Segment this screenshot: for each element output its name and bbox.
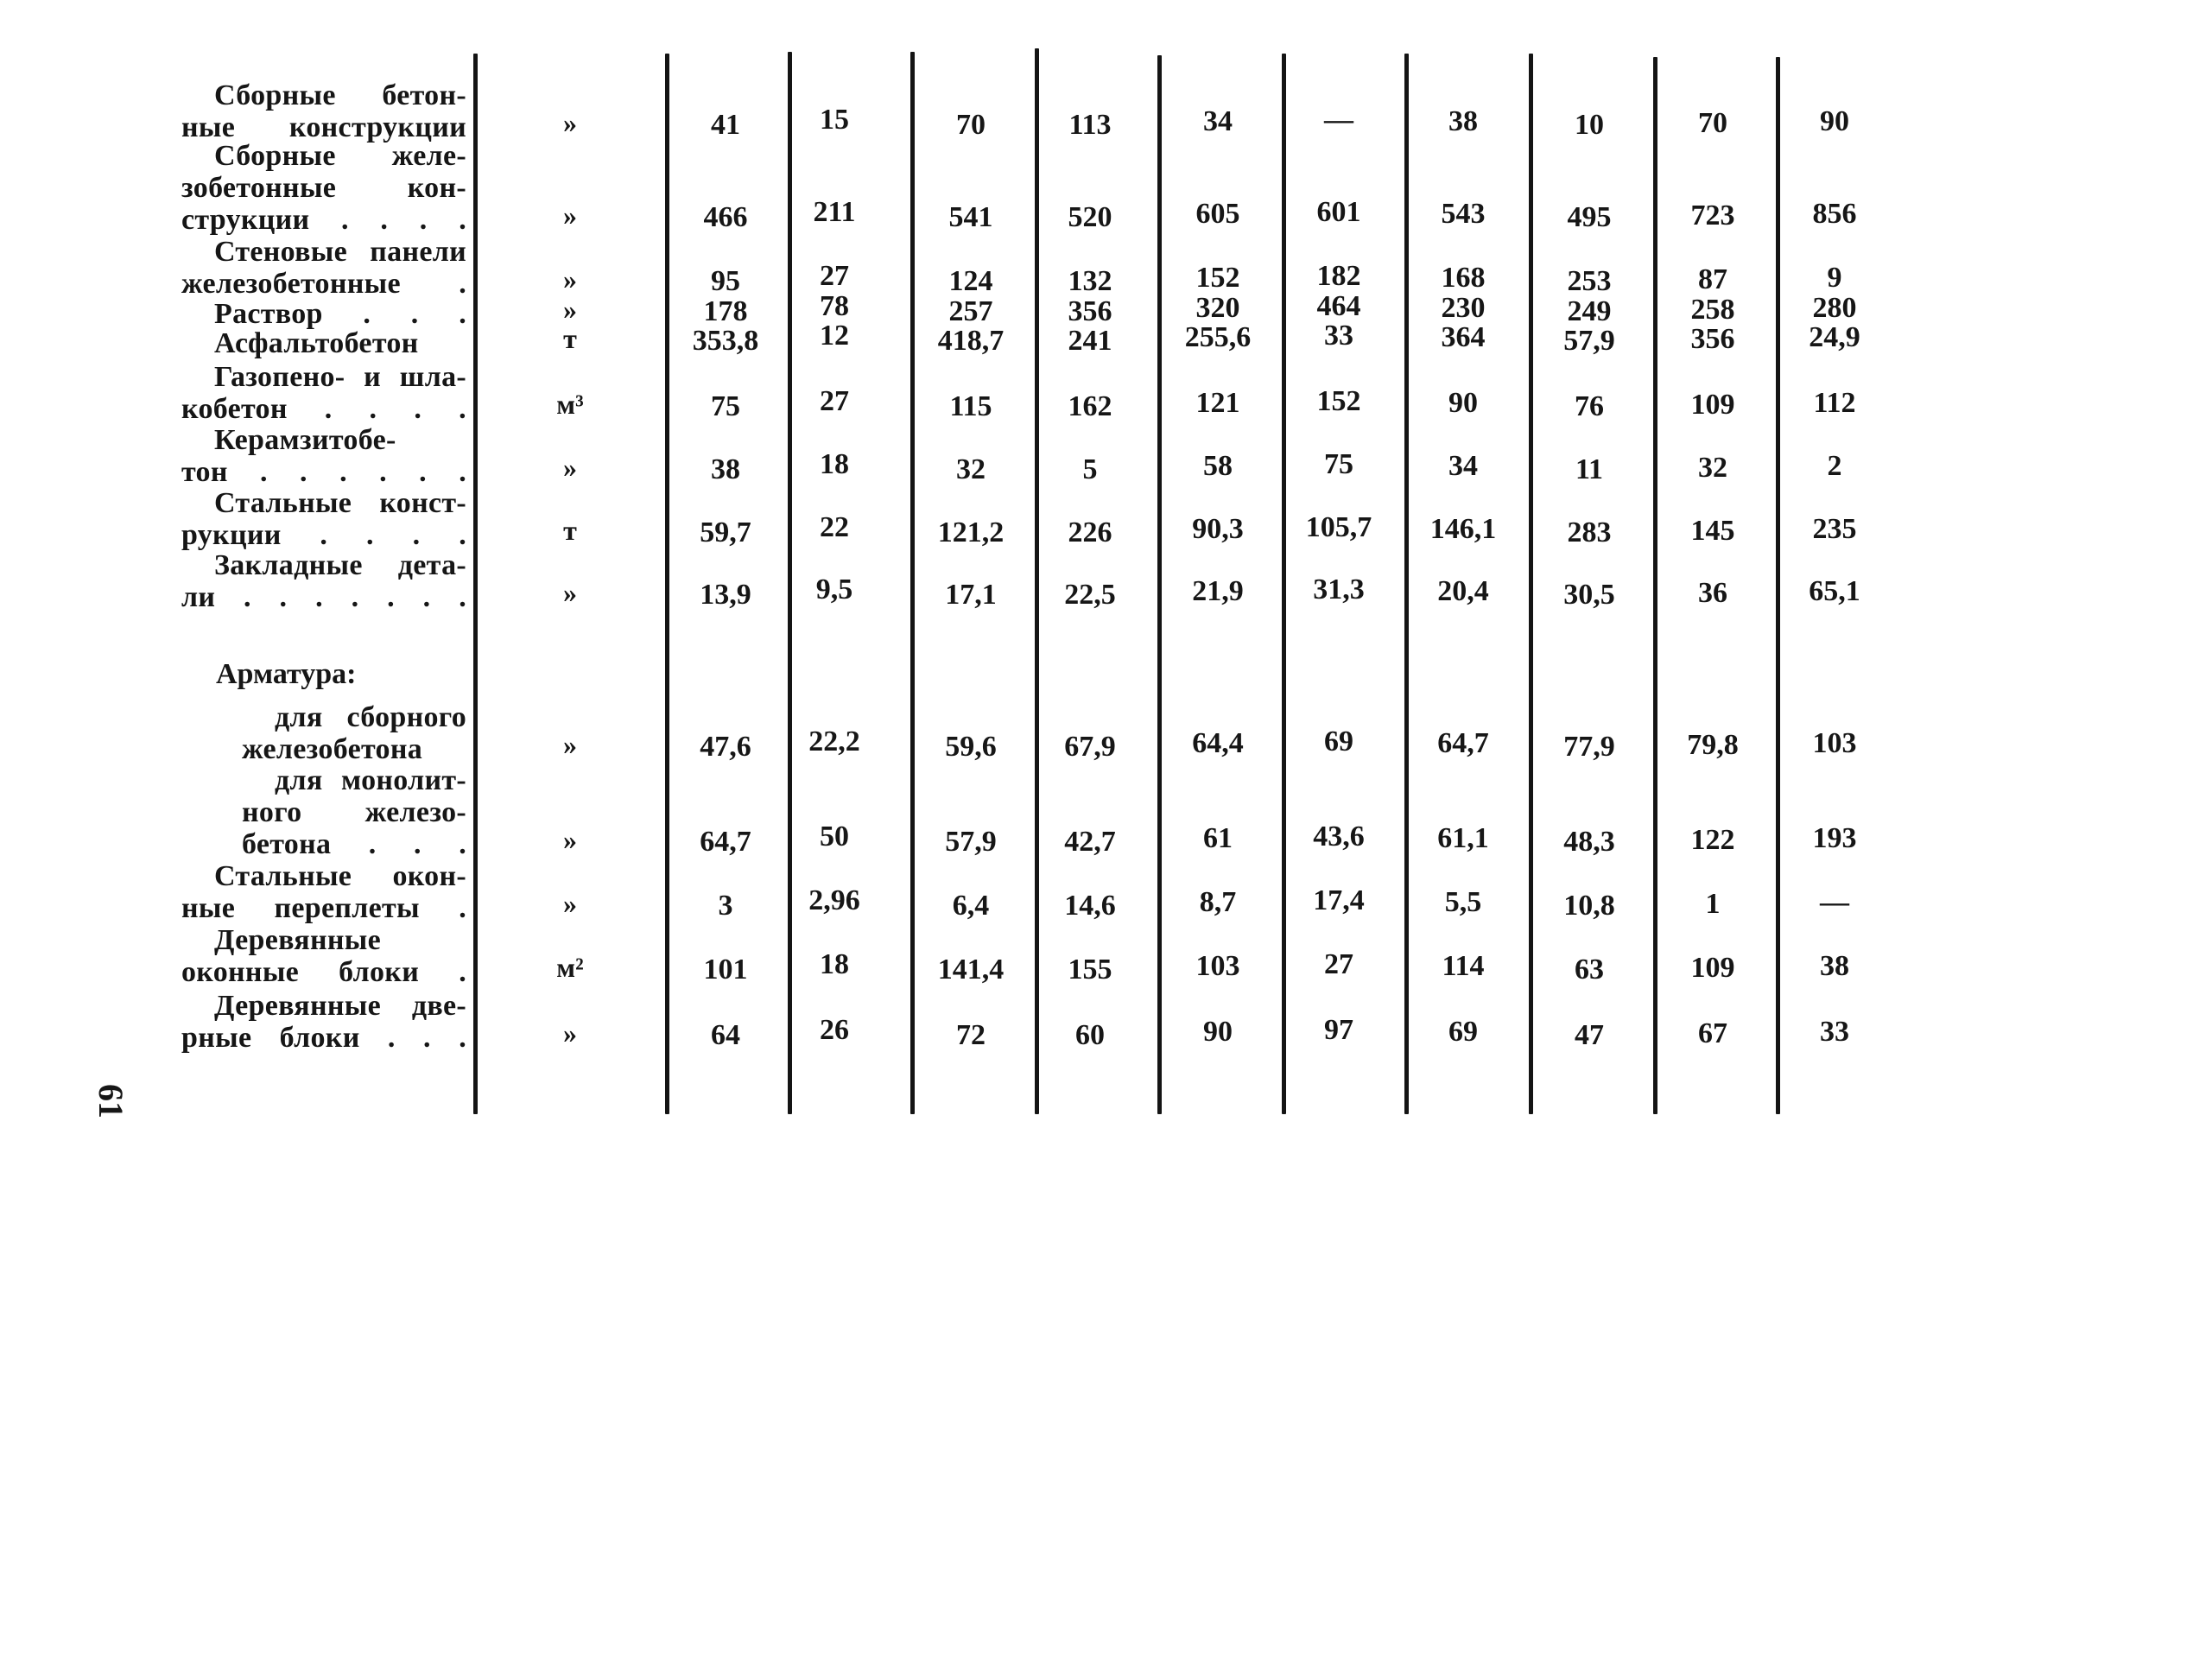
table-cell: 63 — [1575, 954, 1604, 985]
table-cell: 178 — [703, 295, 748, 327]
table-cell: 10,8 — [1563, 890, 1615, 922]
table-cell: 356 — [1690, 323, 1735, 355]
table-cell: 10 — [1575, 109, 1604, 141]
table-cell: 57,9 — [945, 826, 997, 858]
table-cell: 12 — [820, 320, 849, 352]
table-cell: 76 — [1575, 390, 1604, 422]
table-cell: 356 — [1068, 295, 1112, 327]
table-cell: — — [1820, 886, 1849, 918]
row-label-prefab-concrete — [181, 79, 466, 143]
row-label-wall-panels — [181, 236, 466, 300]
table-cell: 47 — [1575, 1019, 1604, 1051]
table-cell: 33 — [1820, 1016, 1849, 1048]
table-cell: 31,3 — [1313, 574, 1365, 605]
table-cell: 75 — [711, 390, 740, 422]
table-cell: 24,9 — [1809, 321, 1860, 353]
table-cell: 258 — [1690, 294, 1735, 326]
table-cell: 67 — [1698, 1017, 1727, 1049]
table-cell: 64,7 — [1437, 727, 1489, 759]
table-cell: 121,2 — [937, 516, 1005, 548]
row-label-line: Стальные конст- — [214, 487, 466, 519]
table-cell: 124 — [948, 265, 993, 297]
table-cell: 47,6 — [700, 731, 751, 763]
table-cell: 18 — [820, 448, 849, 480]
row-label-mortar — [181, 298, 466, 330]
table-cell: 27 — [1324, 948, 1353, 980]
row-label-line: зобетонные кон- — [181, 172, 466, 204]
table-cell: 61 — [1203, 822, 1233, 854]
table-cell: 226 — [1068, 516, 1112, 548]
table-cell: 230 — [1441, 292, 1486, 324]
table-cell: 32 — [1698, 452, 1727, 484]
row-unit: м³ — [556, 389, 584, 420]
row-label-keramzite-concrete — [181, 424, 466, 488]
table-cell: 109 — [1690, 389, 1735, 421]
row-label-line: железобетона — [242, 733, 423, 765]
table-cell: 856 — [1812, 198, 1857, 230]
table-cell: 22,2 — [808, 726, 860, 757]
table-cell: 2,96 — [808, 884, 860, 916]
table-cell: 70 — [956, 109, 986, 141]
row-label-embedded-parts — [181, 549, 466, 613]
row-label-line: кобетон . . . . — [181, 393, 466, 425]
table-cell: — — [1324, 104, 1353, 136]
table-cell: 113 — [1068, 109, 1112, 141]
table-cell: 64,4 — [1192, 727, 1244, 759]
table-cell: 249 — [1567, 295, 1612, 327]
table-cell: 253 — [1567, 265, 1612, 297]
table-cell: 70 — [1698, 107, 1727, 139]
table-cell: 14,6 — [1064, 890, 1116, 922]
row-label-line: для сборного — [275, 701, 466, 733]
table-cell: 17,4 — [1313, 884, 1365, 916]
table-cell: 42,7 — [1064, 826, 1116, 858]
row-label-line: Сборные бетон- — [214, 79, 466, 111]
table-cell: 3 — [718, 890, 733, 922]
table-cell: 2 — [1827, 450, 1842, 482]
column-rule — [1282, 54, 1286, 1114]
table-cell: 64 — [711, 1019, 740, 1051]
table-cell: 114 — [1442, 950, 1485, 982]
row-unit: » — [563, 263, 577, 295]
table-cell: 30,5 — [1563, 579, 1615, 611]
table-cell: 211 — [813, 196, 856, 228]
table-cell: 152 — [1316, 385, 1361, 417]
table-cell: 13,9 — [700, 579, 751, 611]
table-cell: 145 — [1690, 515, 1735, 547]
column-rule — [1035, 48, 1039, 1114]
table-cell: 38 — [711, 453, 740, 485]
table-cell: 38 — [1448, 105, 1478, 137]
table-cell: 33 — [1324, 320, 1353, 352]
row-unit: » — [563, 577, 577, 608]
table-cell: 6,4 — [952, 890, 990, 922]
table-cell: 193 — [1812, 822, 1857, 854]
table-cell: 320 — [1195, 292, 1240, 324]
table-cell: 27 — [820, 385, 849, 417]
table-cell: 22 — [820, 511, 849, 543]
table-cell: 105,7 — [1305, 511, 1372, 543]
table-cell: 59,7 — [700, 516, 751, 548]
table-cell: 235 — [1812, 513, 1857, 545]
row-unit: » — [563, 200, 577, 231]
row-label-prefab-reinforced-concrete — [181, 140, 466, 236]
column-rule — [665, 54, 669, 1114]
table-cell: 87 — [1698, 263, 1727, 295]
table-cell: 280 — [1812, 292, 1857, 324]
row-label-line: Деревянные две- — [214, 990, 466, 1022]
row-label-line: Раствор . . . — [214, 298, 466, 330]
table-cell: 26 — [820, 1014, 849, 1046]
row-label-steel-structures — [181, 487, 466, 551]
table-cell: 1 — [1705, 888, 1721, 920]
table-cell: 77,9 — [1563, 731, 1615, 763]
table-cell: 65,1 — [1809, 575, 1860, 607]
page-number: 61 — [92, 1084, 130, 1119]
table-cell: 109 — [1690, 952, 1735, 984]
table-cell: 57,9 — [1563, 325, 1615, 357]
row-label-line: Стеновые панели — [214, 236, 466, 268]
table-cell: 61,1 — [1437, 822, 1489, 854]
table-cell: 43,6 — [1313, 821, 1365, 852]
table-cell: 121 — [1195, 387, 1240, 419]
row-unit: т — [563, 323, 577, 354]
table-cell: 601 — [1316, 196, 1361, 228]
row-label-line: Закладные дета- — [214, 549, 466, 581]
table-cell: 8,7 — [1199, 886, 1237, 918]
table-cell: 353,8 — [692, 325, 759, 357]
table-cell: 122 — [1690, 824, 1735, 856]
row-label-steel-window-frames — [181, 860, 466, 924]
table-cell: 20,4 — [1437, 575, 1489, 607]
row-label-line: ли . . . . . . . — [181, 581, 466, 613]
column-rule — [1157, 55, 1162, 1114]
row-label-line: оконные блоки . — [181, 956, 466, 988]
row-label-line: ные конструкции — [181, 111, 466, 143]
row-label-line: Деревянные — [214, 924, 382, 956]
table-cell: 97 — [1324, 1014, 1353, 1046]
table-cell: 50 — [820, 821, 849, 852]
table-cell: 48,3 — [1563, 826, 1615, 858]
table-cell: 18 — [820, 948, 849, 980]
column-rule — [1776, 57, 1780, 1114]
table-cell: 257 — [948, 295, 993, 327]
table-cell: 5 — [1082, 453, 1098, 485]
table-cell: 90,3 — [1192, 513, 1244, 545]
table-cell: 723 — [1690, 200, 1735, 231]
table-cell: 9,5 — [815, 574, 853, 605]
table-cell: 168 — [1441, 262, 1486, 294]
row-label-wooden-window-blocks — [181, 924, 466, 988]
table-cell: 34 — [1448, 450, 1478, 482]
table-cell: 11 — [1575, 453, 1604, 485]
row-unit: » — [563, 1017, 577, 1049]
table-cell: 67,9 — [1064, 731, 1116, 763]
row-unit: т — [563, 515, 577, 546]
table-cell: 418,7 — [937, 325, 1005, 357]
row-label-line: для монолит- — [275, 764, 466, 796]
table-cell: 112 — [1813, 387, 1856, 419]
row-unit: » — [563, 294, 577, 325]
table-cell: 115 — [949, 390, 992, 422]
row-label-line: струкции . . . . — [181, 204, 466, 236]
table-cell: 152 — [1195, 262, 1240, 294]
table-cell: 22,5 — [1064, 579, 1116, 611]
table-cell: 5,5 — [1444, 886, 1482, 918]
table-cell: 520 — [1068, 201, 1112, 233]
table-cell: 364 — [1441, 321, 1486, 353]
table-cell: 59,6 — [945, 731, 997, 763]
table-cell: 41 — [711, 109, 740, 141]
table-cell: 78 — [820, 290, 849, 322]
row-label-asphalt-concrete — [181, 327, 466, 359]
table-cell: 162 — [1068, 390, 1112, 422]
row-unit: » — [563, 452, 577, 483]
table-cell: 541 — [948, 201, 993, 233]
table-cell: 36 — [1698, 577, 1727, 609]
row-label-line: Асфальтобетон — [214, 327, 419, 359]
table-cell: 21,9 — [1192, 575, 1244, 607]
column-rule — [1404, 54, 1409, 1114]
table-cell: 241 — [1068, 325, 1112, 357]
column-rule — [1653, 57, 1657, 1114]
table-cell: 155 — [1068, 954, 1112, 985]
table-cell: 32 — [956, 453, 986, 485]
table-cell: 64,7 — [700, 826, 751, 858]
table-cell: 60 — [1075, 1019, 1105, 1051]
table-cell: 72 — [956, 1019, 986, 1051]
column-rule — [910, 52, 915, 1114]
row-label-line: Керамзитобе- — [214, 424, 396, 456]
row-label-line: тон . . . . . . — [181, 456, 466, 488]
table-cell: 38 — [1820, 950, 1849, 982]
table-cell: 90 — [1448, 387, 1478, 419]
row-unit: » — [563, 107, 577, 138]
table-cell: 69 — [1324, 726, 1353, 757]
column-rule — [473, 54, 478, 1114]
row-label-line: ного железо- — [242, 796, 466, 828]
row-label-line: Сборные желе- — [214, 140, 466, 172]
table-cell: 605 — [1195, 198, 1240, 230]
table-cell: 95 — [711, 265, 740, 297]
table-cell: 15 — [820, 104, 849, 136]
table-cell: 255,6 — [1184, 321, 1252, 353]
row-label-line: рукции . . . . — [181, 519, 466, 551]
row-unit: » — [563, 888, 577, 919]
row-label-line: Стальные окон- — [214, 860, 466, 892]
row-label-line: железобетонные . — [181, 268, 466, 300]
table-cell: 34 — [1203, 105, 1233, 137]
row-unit: » — [563, 729, 577, 760]
table-cell: 283 — [1567, 516, 1612, 548]
table-cell: 79,8 — [1687, 729, 1739, 761]
table-cell: 495 — [1567, 201, 1612, 233]
column-rule — [1529, 54, 1533, 1114]
row-label-line: бетона . . . — [242, 828, 466, 860]
table-cell: 132 — [1068, 265, 1112, 297]
section-heading-rebar: Арматура: — [216, 658, 357, 690]
table-cell: 464 — [1316, 290, 1361, 322]
row-unit: м² — [556, 952, 584, 983]
table-cell: 182 — [1316, 260, 1361, 292]
table-cell: 58 — [1203, 450, 1233, 482]
row-label-wooden-door-blocks — [181, 990, 466, 1054]
table-cell: 75 — [1324, 448, 1353, 480]
row-label-rebar-monolithic — [242, 764, 466, 860]
row-unit: » — [563, 824, 577, 855]
row-label-line: рные блоки . . . — [181, 1022, 466, 1054]
column-rule — [788, 52, 792, 1114]
row-label-rebar-prefab — [242, 701, 466, 765]
table-cell: 90 — [1203, 1016, 1233, 1048]
table-cell: 466 — [703, 201, 748, 233]
row-label-line: Газопено- и шла- — [214, 361, 466, 393]
table-cell: 101 — [703, 954, 748, 985]
table-cell: 103 — [1195, 950, 1240, 982]
table-cell: 141,4 — [937, 954, 1005, 985]
table-cell: 27 — [820, 260, 849, 292]
table-cell: 103 — [1812, 727, 1857, 759]
table-cell: 69 — [1448, 1016, 1478, 1048]
table-cell: 9 — [1827, 262, 1842, 294]
table-cell: 146,1 — [1429, 513, 1497, 545]
row-label-line: ные переплеты . — [181, 892, 466, 924]
table-cell: 543 — [1441, 198, 1486, 230]
table-cell: 90 — [1820, 105, 1849, 137]
row-label-foam-slag-concrete — [181, 361, 466, 425]
table-cell: 17,1 — [945, 579, 997, 611]
